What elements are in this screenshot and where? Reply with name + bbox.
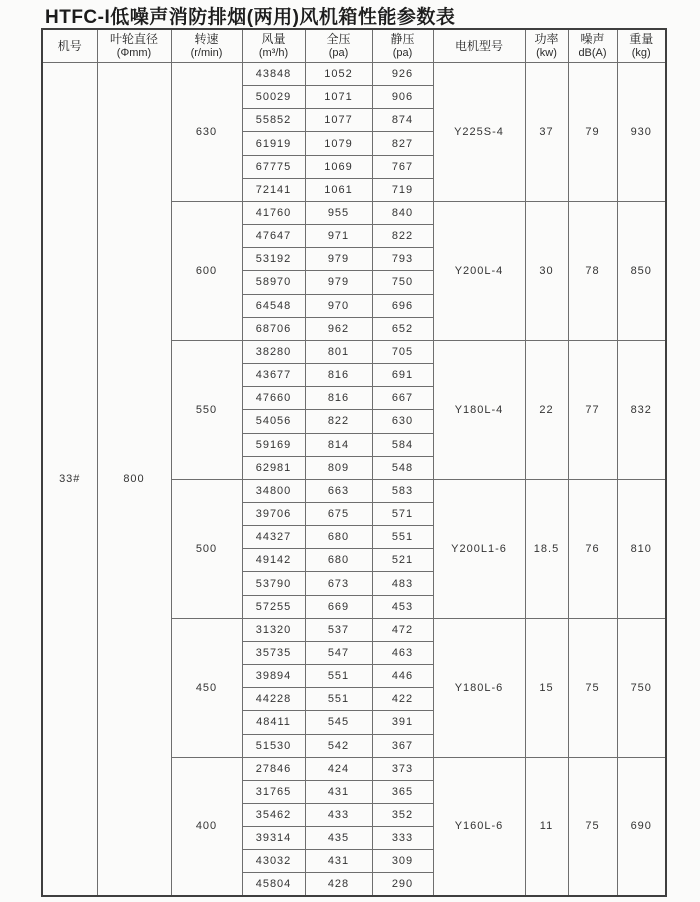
cell-noise: 78 xyxy=(568,201,617,340)
cell-airflow: 68706 xyxy=(242,317,305,340)
cell-impeller-diameter: 800 xyxy=(97,63,171,897)
cell-airflow: 38280 xyxy=(242,340,305,363)
cell-total-pressure: 816 xyxy=(305,364,372,387)
cell-airflow: 59169 xyxy=(242,433,305,456)
cell-airflow: 50029 xyxy=(242,86,305,109)
cell-total-pressure: 1079 xyxy=(305,132,372,155)
cell-noise: 75 xyxy=(568,757,617,896)
cell-airflow: 45804 xyxy=(242,873,305,896)
cell-weight: 810 xyxy=(617,479,666,618)
cell-static-pressure: 583 xyxy=(372,479,433,502)
cell-total-pressure: 1071 xyxy=(305,86,372,109)
cell-airflow: 62981 xyxy=(242,456,305,479)
cell-total-pressure: 680 xyxy=(305,526,372,549)
cell-speed: 600 xyxy=(171,201,242,340)
cell-total-pressure: 537 xyxy=(305,618,372,641)
cell-airflow: 47660 xyxy=(242,387,305,410)
cell-total-pressure: 428 xyxy=(305,873,372,896)
cell-total-pressure: 1069 xyxy=(305,155,372,178)
cell-airflow: 48411 xyxy=(242,711,305,734)
table-row xyxy=(42,63,666,86)
cell-static-pressure: 705 xyxy=(372,340,433,363)
cell-speed: 400 xyxy=(171,757,242,896)
col-header-fan-no: 机号 xyxy=(42,29,97,63)
cell-total-pressure: 431 xyxy=(305,850,372,873)
cell-static-pressure: 365 xyxy=(372,780,433,803)
cell-total-pressure: 955 xyxy=(305,201,372,224)
table-header xyxy=(42,29,666,63)
cell-static-pressure: 691 xyxy=(372,364,433,387)
cell-static-pressure: 367 xyxy=(372,734,433,757)
cell-noise: 76 xyxy=(568,479,617,618)
cell-weight: 850 xyxy=(617,201,666,340)
cell-static-pressure: 483 xyxy=(372,572,433,595)
cell-static-pressure: 571 xyxy=(372,502,433,525)
cell-static-pressure: 827 xyxy=(372,132,433,155)
cell-total-pressure: 962 xyxy=(305,317,372,340)
cell-total-pressure: 545 xyxy=(305,711,372,734)
cell-motor-model: Y200L-4 xyxy=(433,201,525,340)
cell-airflow: 31320 xyxy=(242,618,305,641)
cell-total-pressure: 551 xyxy=(305,665,372,688)
cell-airflow: 64548 xyxy=(242,294,305,317)
col-header-weight: 重量 (kg) xyxy=(617,29,666,63)
cell-airflow: 51530 xyxy=(242,734,305,757)
cell-speed: 450 xyxy=(171,618,242,757)
cell-static-pressure: 290 xyxy=(372,873,433,896)
cell-airflow: 53790 xyxy=(242,572,305,595)
cell-airflow: 39706 xyxy=(242,502,305,525)
table-body xyxy=(42,63,666,897)
cell-airflow: 41760 xyxy=(242,201,305,224)
cell-power: 37 xyxy=(525,63,568,202)
col-header-motor-model: 电机型号 xyxy=(433,29,525,63)
cell-total-pressure: 663 xyxy=(305,479,372,502)
col-header-airflow: 风量 (m³/h) xyxy=(242,29,305,63)
cell-weight: 832 xyxy=(617,340,666,479)
cell-static-pressure: 352 xyxy=(372,804,433,827)
cell-static-pressure: 652 xyxy=(372,317,433,340)
cell-total-pressure: 1052 xyxy=(305,63,372,86)
cell-total-pressure: 551 xyxy=(305,688,372,711)
cell-motor-model: Y200L1-6 xyxy=(433,479,525,618)
cell-total-pressure: 971 xyxy=(305,225,372,248)
cell-airflow: 34800 xyxy=(242,479,305,502)
cell-airflow: 35735 xyxy=(242,641,305,664)
cell-airflow: 55852 xyxy=(242,109,305,132)
cell-noise: 79 xyxy=(568,63,617,202)
cell-static-pressure: 333 xyxy=(372,827,433,850)
cell-speed: 550 xyxy=(171,340,242,479)
cell-power: 15 xyxy=(525,618,568,757)
cell-noise: 75 xyxy=(568,618,617,757)
cell-airflow: 44327 xyxy=(242,526,305,549)
cell-total-pressure: 431 xyxy=(305,780,372,803)
cell-static-pressure: 472 xyxy=(372,618,433,641)
cell-total-pressure: 979 xyxy=(305,271,372,294)
cell-total-pressure: 424 xyxy=(305,757,372,780)
cell-static-pressure: 719 xyxy=(372,178,433,201)
cell-static-pressure: 874 xyxy=(372,109,433,132)
cell-motor-model: Y225S-4 xyxy=(433,63,525,202)
cell-static-pressure: 667 xyxy=(372,387,433,410)
cell-airflow: 67775 xyxy=(242,155,305,178)
cell-weight: 690 xyxy=(617,757,666,896)
cell-motor-model: Y160L-6 xyxy=(433,757,525,896)
cell-static-pressure: 548 xyxy=(372,456,433,479)
cell-total-pressure: 1077 xyxy=(305,109,372,132)
cell-speed: 630 xyxy=(171,63,242,202)
cell-static-pressure: 309 xyxy=(372,850,433,873)
cell-static-pressure: 463 xyxy=(372,641,433,664)
cell-airflow: 31765 xyxy=(242,780,305,803)
cell-static-pressure: 793 xyxy=(372,248,433,271)
cell-power: 18.5 xyxy=(525,479,568,618)
cell-weight: 930 xyxy=(617,63,666,202)
cell-total-pressure: 814 xyxy=(305,433,372,456)
performance-table xyxy=(41,28,667,897)
cell-weight: 750 xyxy=(617,618,666,757)
cell-static-pressure: 422 xyxy=(372,688,433,711)
col-header-speed: 转速 (r/min) xyxy=(171,29,242,63)
cell-airflow: 49142 xyxy=(242,549,305,572)
cell-static-pressure: 373 xyxy=(372,757,433,780)
cell-airflow: 61919 xyxy=(242,132,305,155)
cell-total-pressure: 435 xyxy=(305,827,372,850)
cell-total-pressure: 816 xyxy=(305,387,372,410)
cell-airflow: 54056 xyxy=(242,410,305,433)
cell-airflow: 43677 xyxy=(242,364,305,387)
cell-total-pressure: 547 xyxy=(305,641,372,664)
cell-static-pressure: 630 xyxy=(372,410,433,433)
cell-total-pressure: 673 xyxy=(305,572,372,595)
cell-noise: 77 xyxy=(568,340,617,479)
cell-total-pressure: 809 xyxy=(305,456,372,479)
cell-airflow: 27846 xyxy=(242,757,305,780)
cell-total-pressure: 801 xyxy=(305,340,372,363)
col-header-power: 功率 (kw) xyxy=(525,29,568,63)
cell-fan-no: 33# xyxy=(42,63,97,897)
cell-total-pressure: 542 xyxy=(305,734,372,757)
cell-total-pressure: 979 xyxy=(305,248,372,271)
cell-total-pressure: 822 xyxy=(305,410,372,433)
col-header-static-pressure: 静压 (pa) xyxy=(372,29,433,63)
cell-speed: 500 xyxy=(171,479,242,618)
cell-motor-model: Y180L-4 xyxy=(433,340,525,479)
cell-total-pressure: 1061 xyxy=(305,178,372,201)
cell-static-pressure: 926 xyxy=(372,63,433,86)
col-header-noise: 噪声 dB(A) xyxy=(568,29,617,63)
cell-static-pressure: 906 xyxy=(372,86,433,109)
cell-power: 11 xyxy=(525,757,568,896)
cell-static-pressure: 391 xyxy=(372,711,433,734)
cell-static-pressure: 521 xyxy=(372,549,433,572)
cell-airflow: 57255 xyxy=(242,595,305,618)
cell-static-pressure: 840 xyxy=(372,201,433,224)
cell-airflow: 35462 xyxy=(242,804,305,827)
cell-airflow: 44228 xyxy=(242,688,305,711)
cell-static-pressure: 696 xyxy=(372,294,433,317)
cell-static-pressure: 750 xyxy=(372,271,433,294)
cell-airflow: 39314 xyxy=(242,827,305,850)
cell-motor-model: Y180L-6 xyxy=(433,618,525,757)
cell-total-pressure: 680 xyxy=(305,549,372,572)
cell-power: 22 xyxy=(525,340,568,479)
cell-total-pressure: 669 xyxy=(305,595,372,618)
cell-static-pressure: 453 xyxy=(372,595,433,618)
cell-airflow: 47647 xyxy=(242,225,305,248)
col-header-total-pressure: 全压 (pa) xyxy=(305,29,372,63)
cell-total-pressure: 675 xyxy=(305,502,372,525)
cell-power: 30 xyxy=(525,201,568,340)
cell-airflow: 58970 xyxy=(242,271,305,294)
cell-static-pressure: 822 xyxy=(372,225,433,248)
cell-airflow: 53192 xyxy=(242,248,305,271)
cell-airflow: 72141 xyxy=(242,178,305,201)
cell-total-pressure: 970 xyxy=(305,294,372,317)
cell-static-pressure: 446 xyxy=(372,665,433,688)
cell-static-pressure: 767 xyxy=(372,155,433,178)
cell-total-pressure: 433 xyxy=(305,804,372,827)
cell-airflow: 43848 xyxy=(242,63,305,86)
cell-airflow: 43032 xyxy=(242,850,305,873)
col-header-impeller-diameter: 叶轮直径 (Φmm) xyxy=(97,29,171,63)
cell-static-pressure: 584 xyxy=(372,433,433,456)
page-title: HTFC-I低噪声消防排烟(两用)风机箱性能参数表 xyxy=(45,7,456,28)
cell-airflow: 39894 xyxy=(242,665,305,688)
cell-static-pressure: 551 xyxy=(372,526,433,549)
